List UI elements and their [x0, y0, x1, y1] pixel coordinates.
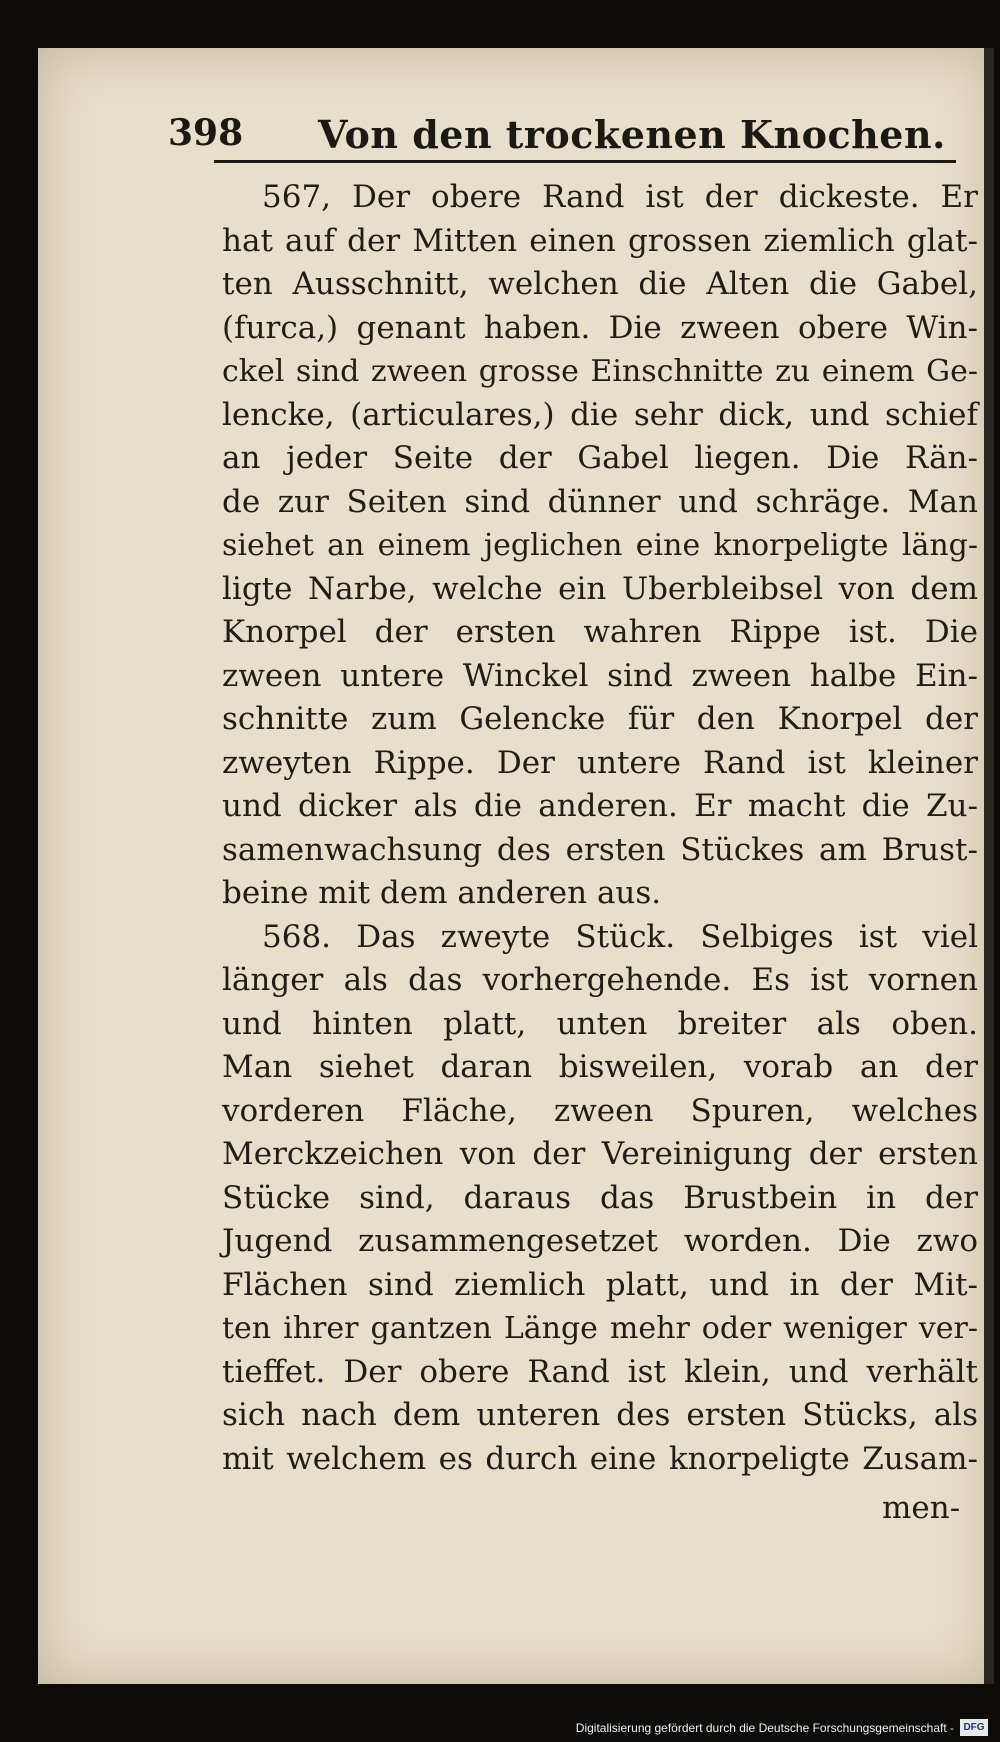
- page-edge: [984, 48, 994, 1684]
- digitization-credit: Digitalisierung gefördert durch die Deutsche Forschungsgemeinschaft -: [575, 1721, 954, 1735]
- text-line: de zur Seiten sind dünner und schräge. Man: [222, 483, 978, 520]
- text-line: schnitte zum Gelencke für den Knorpel der: [222, 701, 978, 737]
- text-line: tieffet. Der obere Rand ist klein, und verhält: [222, 1353, 978, 1390]
- text-line: Knorpel der ersten wahren Rippe ist. Die: [222, 614, 978, 650]
- header-rule: [214, 160, 956, 163]
- text-line: und hinten platt, unten breiter als oben.: [222, 1005, 978, 1042]
- text-line: ten Ausschnitt, welchen die Alten die Gabel,: [222, 266, 978, 302]
- text-line: Stücke sind, daraus das Brustbein in der: [222, 1179, 978, 1216]
- text-line: samenwachsung des ersten Stückes am Brust-: [222, 831, 978, 868]
- page-header: [168, 112, 968, 172]
- text-line: Merckzeichen von der Vereinigung der ersten: [222, 1136, 978, 1172]
- text-line: ligte Narbe, welche ein Uberbleibsel von dem: [222, 570, 978, 607]
- text-line: mit welchem es durch eine knorpeligte Zusam-: [222, 1440, 978, 1477]
- page-number: 398: [168, 112, 244, 154]
- text-line: Flächen sind ziemlich platt, und in der Mit-: [222, 1266, 978, 1303]
- dfg-logo: DFG: [960, 1719, 988, 1736]
- text-line: beine mit dem anderen aus.: [222, 875, 662, 911]
- text-line: (furca,) genant haben. Die zween obere Win-: [222, 309, 978, 346]
- text-line: hat auf der Mitten einen grossen ziemlich glat-: [222, 222, 978, 259]
- text-line: siehet an einem jeglichen eine knorpeligte läng-: [222, 528, 978, 563]
- text-line: 567, Der obere Rand ist der dickeste. Er: [262, 179, 978, 215]
- text-line: vorderen Fläche, zween Spuren, welches: [222, 1092, 978, 1129]
- text-line: Man siehet daran bisweilen, vorab an der: [222, 1049, 978, 1085]
- text-line: lencke, (articulares,) die sehr dick, und schief: [222, 396, 978, 433]
- text-line: zween untere Winckel sind zween halbe Ein-: [222, 657, 978, 694]
- text-line: und dicker als die anderen. Er macht die Zu-: [222, 788, 978, 824]
- text-line: ten ihrer gantzen Länge mehr oder weniger ver-: [222, 1311, 978, 1346]
- body-text: [222, 176, 978, 1481]
- text-line: ckel sind zween grosse Einschnitte zu einem Ge-: [222, 354, 978, 389]
- text-line: länger als das vorhergehende. Es ist vornen: [222, 962, 978, 998]
- text-line: Jugend zusammengesetzet worden. Die zwo: [222, 1223, 978, 1259]
- running-title: Von den trockenen Knochen.: [318, 112, 946, 157]
- catchword: men-: [882, 1490, 961, 1526]
- text-line: sich nach dem unteren des ersten Stücks, als: [222, 1397, 978, 1433]
- text-line: zweyten Rippe. Der untere Rand ist kleiner: [222, 744, 978, 781]
- text-line: an jeder Seite der Gabel liegen. Die Rän-: [222, 440, 978, 476]
- text-line: 568. Das zweyte Stück. Selbiges ist viel: [262, 918, 978, 955]
